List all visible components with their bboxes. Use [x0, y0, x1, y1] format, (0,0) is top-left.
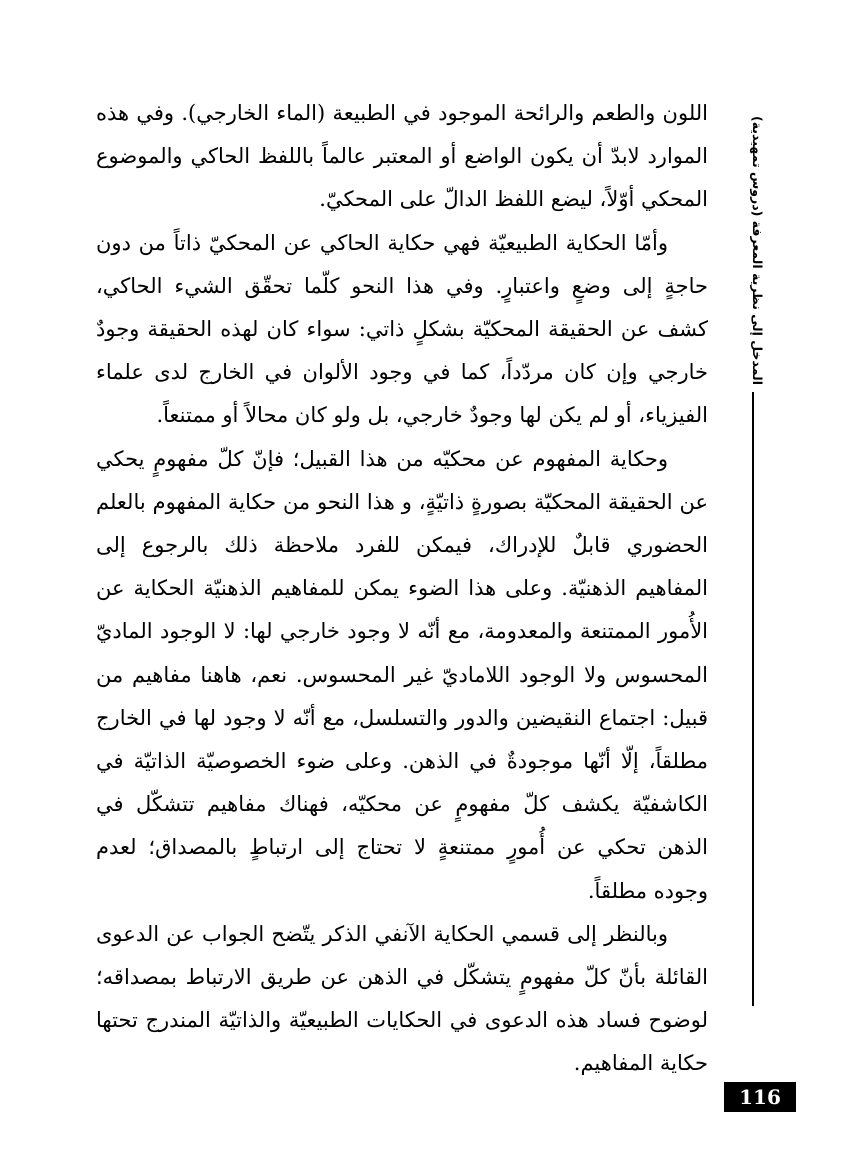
paragraph-continued: اللون والطعم والرائحة الموجود في الطبيعة (الماء الخارجي). وفي هذه الموارد لابدّ أن يكون الواضع أو المعتبر عالماً باللفظ الحاكي والموضوع المحكي أوّلاً، ليضع اللفظ الدالّ على المحكيّ. [96, 101, 708, 212]
running-head-rule [752, 392, 754, 1006]
running-head-book-title: المدخل إلى نظرية المعرفة (دروس تمهيدية) [750, 116, 765, 385]
paragraph-natural-representation: وأمّا الحكاية الطبيعيّة فهي حكاية الحاكي عن المحكيّ ذاتاً من دون حاجةٍ إلى وضعٍ واعتبارٍ. وفي هذا النحو كلّما تحقّق الشيء الحاكي، كشف عن الحقيقة المحكيّة بشكلٍ ذاتي: سواء كان لهذه الحقيقة وجودٌ خارجي وإن كان مردّداً، كما في وجود الألوان في الخارج لدى علماء الفيزياء، أو لم يكن لها وجودٌ خارجي، بل ولو كان محالاً أو ممتنعاً. [96, 230, 708, 428]
body-text [96, 92, 708, 1086]
page-number: 116 [724, 1082, 796, 1112]
paragraph-concept-representation: وحكاية المفهوم عن محكيّه من هذا القبيل؛ فإنّ كلّ مفهومٍ يحكي عن الحقيقة المحكيّة بصورةٍ ذاتيّةٍ، و هذا النحو من حكاية المفهوم بالعلم الحضوري قابلٌ للإدراك، فيمكن للفرد ملاحظة ذلك بالرجوع إلى المفاهيم الذهنيّة. وعلى هذا الضوء يمكن للمفاهيم الذهنيّة الحكاية عن الأُمور الممتنعة والمعدومة، مع أنّه لا وجود خارجي لها: لا الوجود الماديّ المحسوس ولا الوجود اللاماديّ غير المحسوس. نعم، هاهنا مفاهيم من قبيل: اجتماع النقيضين والدور والتسلسل، مع أنّه لا وجود لها في الخارج مطلقاً، إلّا أنّها موجودةٌ في الذهن. وعلى ضوء الخصوصيّة الذاتيّة في الكاشفيّة يكشف كلّ مفهومٍ عن محكيّه، فهناك مفاهيم تتشكّل في الذهن تحكي عن أُمورٍ ممتنعةٍ لا تحتاج إلى ارتباطٍ بالمصداق؛ لعدم وجوده مطلقاً. [96, 446, 708, 903]
paragraph-conclusion: وبالنظر إلى قسمي الحكاية الآنفي الذكر يتّضح الجواب عن الدعوى القائلة بأنّ كلّ مفهومٍ يتشكّل في الذهن عن طريق الارتباط بمصداقه؛ لوضوح فساد هذه الدعوى في الحكايات الطبيعيّة والذاتيّة المندرج تحتها حكاية المفاهيم. [96, 921, 708, 1076]
